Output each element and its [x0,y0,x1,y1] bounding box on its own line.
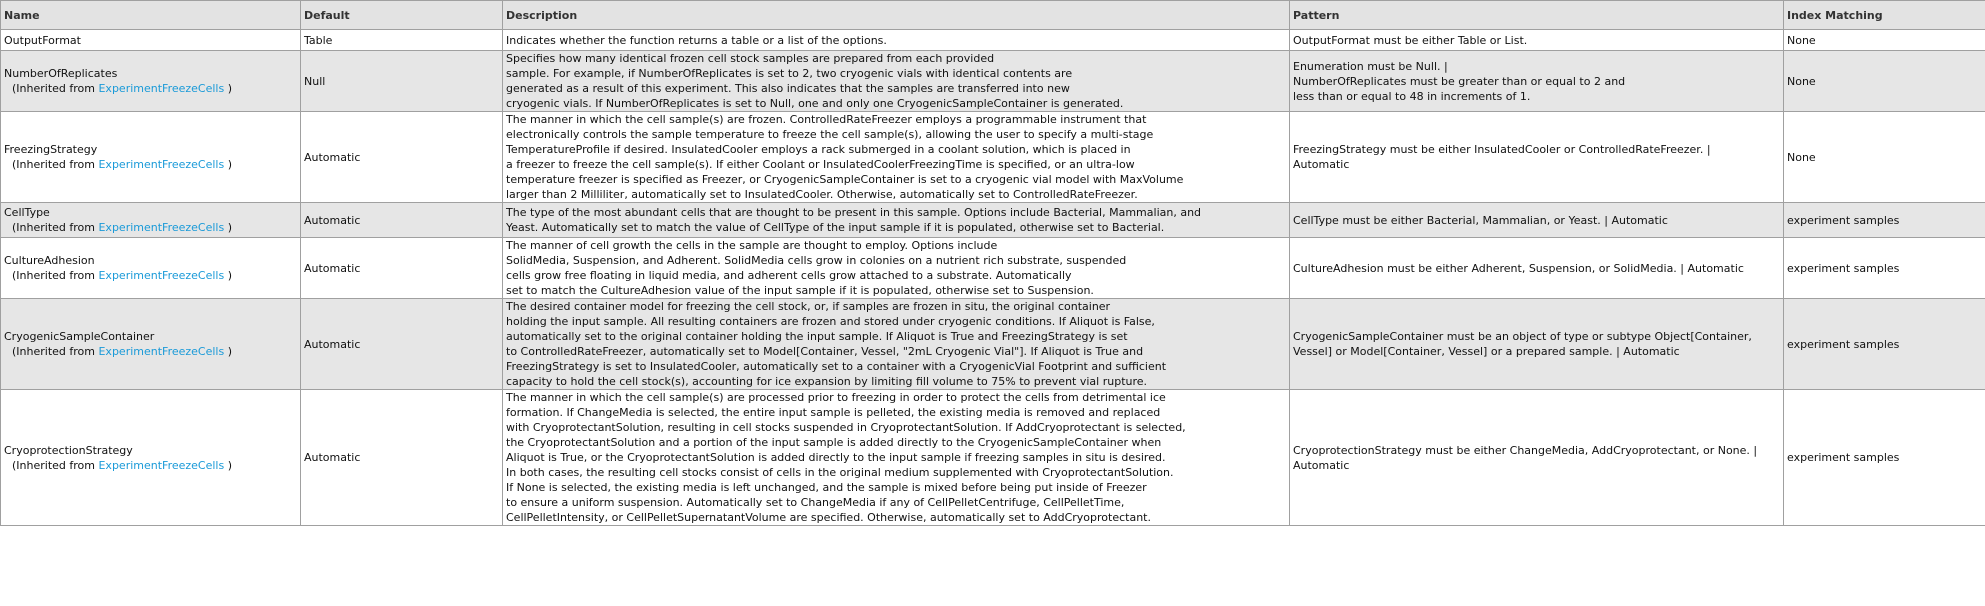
option-name: CultureAdhesion [4,254,95,267]
option-default: Null [301,51,503,112]
description-line: sample. For example, if NumberOfReplicates is set to 2, two cryogenic vials with identical contents are [506,67,1073,80]
pattern-line: less than or equal to 48 in increments of 1. [1293,89,1531,103]
pattern-line: NumberOfReplicates must be greater than or equal to 2 and [1293,74,1626,88]
table-row [1,51,1985,112]
header-name[interactable]: Name [1,1,301,30]
option-description [503,30,1290,51]
option-index-matching: experiment samples [1784,203,1985,238]
description-line: The type of the most abundant cells that are thought to be present in this sample. Options include Bacterial, Mammalian, and [506,206,1202,219]
inherited-from-link[interactable]: ExperimentFreezeCells [98,82,225,95]
option-default: Automatic [301,238,503,299]
description-line: The manner in which the cell sample(s) are processed prior to freezing in order to protect the cells from detrimental ice [506,391,1166,404]
inherited-prefix: (Inherited from [12,345,95,358]
pattern-line: Automatic [1293,458,1350,472]
description-line: Yeast. Automatically set to match the value of CellType of the input sample if it is populated, otherwise set to Bacterial. [506,221,1165,234]
inherited-note [4,268,297,283]
option-description [503,51,1290,112]
pattern-line: Automatic [1293,158,1350,171]
option-default: Automatic [301,390,503,526]
description-line: automatically set to the original container holding the input sample. If Aliquot is True and FreezingStrategy is set [506,330,1128,343]
inherited-from-link[interactable]: ExperimentFreezeCells [98,221,225,234]
table-row [1,203,1985,238]
description-line: Aliquot is True, or the CryoprotectantSolution is added directly to the input sample if freezing samples in situ is desired. [506,451,1166,464]
inherited-from-link[interactable]: ExperimentFreezeCells [98,458,225,472]
inherited-suffix: ) [227,221,233,234]
table-body [1,30,1985,526]
option-name-cell [1,238,301,299]
inherited-prefix: (Inherited from [12,158,95,171]
table-row [1,390,1985,526]
description-line: generated as a result of this experiment. This also indicates that the samples are transferred into new [506,82,1070,95]
option-pattern [1290,238,1784,299]
option-description [503,203,1290,238]
option-default: Automatic [301,112,503,203]
header-description[interactable]: Description [503,1,1290,30]
pattern-line: FreezingStrategy must be either InsulatedCooler or ControlledRateFreezer. | [1293,143,1711,156]
option-default: Automatic [301,299,503,390]
description-line: electronically controls the sample temperature to freeze the cell sample(s), allowing the user to specify a multi-stage [506,128,1154,141]
description-line: set to match the CultureAdhesion value of the input sample if it is populated, otherwise set to Suspension. [506,284,1094,297]
inherited-prefix: (Inherited from [12,221,95,234]
inherited-suffix: ) [227,458,233,472]
inherited-prefix: (Inherited from [12,82,95,95]
inherited-prefix: (Inherited from [12,269,95,282]
pattern-line: OutputFormat must be either Table or List. [1293,33,1528,47]
inherited-prefix: (Inherited from [12,458,95,472]
description-line: If None is selected, the existing media is left unchanged, and the sample is mixed before being put inside of Freezer [506,481,1147,494]
inherited-from-link[interactable]: ExperimentFreezeCells [98,269,225,282]
description-line: Specifies how many identical frozen cell stock samples are prepared from each provided [506,52,995,65]
option-pattern [1290,299,1784,390]
option-index-matching: None [1784,30,1985,51]
table-row [1,30,1985,51]
header-row [1,1,1985,30]
option-pattern [1290,203,1784,238]
option-description [503,299,1290,390]
option-pattern [1290,51,1784,112]
description-line: a freezer to freeze the cell sample(s). If either Coolant or InsulatedCoolerFreezingTime is specified, or an ultra-low [506,158,1135,171]
inherited-note [4,81,297,96]
description-line: cells grow free floating in liquid media, and adherent cells grow attached to a substrate. Automatically [506,269,1072,282]
inherited-note [4,344,297,359]
option-name-cell [1,30,301,51]
option-name: NumberOfReplicates [4,67,118,80]
description-line: with CryoprotectantSolution, resulting in cell stocks suspended in CryoprotectantSolution. If AddCryoprotectant is selected, [506,421,1186,434]
inherited-from-link[interactable]: ExperimentFreezeCells [98,158,225,171]
description-line: In both cases, the resulting cell stocks consist of cells in the original medium supplemented with CryoprotectantSolution. [506,466,1174,479]
table-row [1,112,1985,203]
description-line: the CryoprotectantSolution and a portion of the input sample is added directly to the CryogenicSampleContainer when [506,436,1162,449]
inherited-suffix: ) [227,158,233,171]
option-description [503,390,1290,526]
option-name-cell [1,51,301,112]
inherited-suffix: ) [227,82,233,95]
option-description [503,238,1290,299]
pattern-line: CultureAdhesion must be either Adherent, Suspension, or SolidMedia. | Automatic [1293,261,1744,275]
option-default: Automatic [301,203,503,238]
description-line: larger than 2 Milliliter, automatically set to InsulatedCooler. Otherwise, automatically set to ControlledRateFreezer. [506,188,1138,201]
description-line: CellPelletIntensity, or CellPelletSupernatantVolume are specified. Otherwise, automatically set to AddCryoprotectant. [506,511,1151,524]
option-pattern [1290,30,1784,51]
option-name: CryogenicSampleContainer [4,330,155,343]
table-row [1,299,1985,390]
option-pattern [1290,390,1784,526]
inherited-note [4,458,297,473]
description-line: The desired container model for freezing the cell stock, or, if samples are frozen in situ, the original container [506,300,1111,313]
option-name-cell [1,112,301,203]
description-line: holding the input sample. All resulting containers are frozen and stored under cryogenic conditions. If Aliquot is False, [506,315,1155,328]
option-default: Table [301,30,503,51]
option-name-cell [1,203,301,238]
inherited-suffix: ) [227,345,233,358]
option-description [503,112,1290,203]
option-name: FreezingStrategy [4,143,98,156]
description-line: FreezingStrategy is set to InsulatedCooler, automatically set to a container with a CryogenicVial Footprint and sufficient [506,360,1167,373]
header-default[interactable]: Default [301,1,503,30]
description-line: temperature freezer is specified as Freezer, or CryogenicSampleContainer is set to a cryogenic vial model with MaxVolume [506,173,1184,186]
inherited-suffix: ) [227,269,233,282]
description-line: The manner of cell growth the cells in the sample are thought to employ. Options include [506,239,998,252]
description-line: to ControlledRateFreezer, automatically set to Model[Container, Vessel, "2mL Cryogenic Vial"]. If Aliquot is True and [506,345,1144,358]
pattern-line: Enumeration must be Null. | [1293,59,1448,73]
description-line: The manner in which the cell sample(s) are frozen. ControlledRateFreezer employs a programmable instrument that [506,113,1147,126]
option-name: OutputFormat [4,33,81,47]
inherited-note [4,157,297,172]
table-row [1,238,1985,299]
pattern-line: CryoprotectionStrategy must be either ChangeMedia, AddCryoprotectant, or None. | [1293,443,1758,457]
option-index-matching: experiment samples [1784,390,1985,526]
header-index-matching[interactable]: Index Matching [1784,1,1985,30]
header-pattern[interactable]: Pattern [1290,1,1784,30]
option-name: CryoprotectionStrategy [4,443,133,457]
option-pattern [1290,112,1784,203]
option-index-matching: experiment samples [1784,238,1985,299]
option-name: CellType [4,206,50,219]
option-index-matching: experiment samples [1784,299,1985,390]
description-line: TemperatureProfile if desired. InsulatedCooler employs a rack submerged in a coolant solution, which is placed in [506,143,1131,156]
description-line: formation. If ChangeMedia is selected, the entire input sample is pelleted, the existing media is removed and replaced [506,406,1161,419]
description-line: Indicates whether the function returns a table or a list of the options. [506,33,887,47]
option-name-cell [1,299,301,390]
pattern-line: CryogenicSampleContainer must be an object of type or subtype Object[Container, [1293,330,1752,343]
pattern-line: Vessel] or Model[Container, Vessel] or a prepared sample. | Automatic [1293,345,1680,358]
option-name-cell [1,390,301,526]
pattern-line: CellType must be either Bacterial, Mammalian, or Yeast. | Automatic [1293,213,1668,227]
option-index-matching: None [1784,51,1985,112]
description-line: to ensure a uniform suspension. Automatically set to ChangeMedia if any of CellPelletCentrifuge, CellPelletTime, [506,496,1125,509]
description-line: capacity to hold the cell stock(s), accounting for ice expansion by limiting fill volume to 75% to prevent vial rupture. [506,375,1148,388]
inherited-from-link[interactable]: ExperimentFreezeCells [98,345,225,358]
inherited-note [4,220,297,235]
description-line: SolidMedia, Suspension, and Adherent. SolidMedia cells grow in colonies on a nutrient rich substrate, suspended [506,254,1127,267]
option-index-matching: None [1784,112,1985,203]
description-line: cryogenic vials. If NumberOfReplicates is set to Null, one and only one CryogenicSampleContainer is generated. [506,97,1124,110]
